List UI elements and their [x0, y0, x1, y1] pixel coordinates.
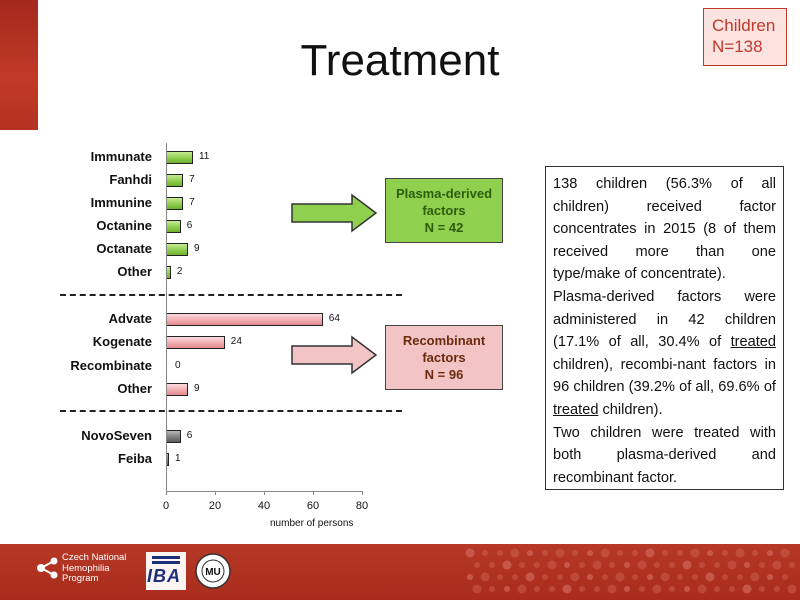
bar-value-label: 1 [175, 453, 181, 464]
category-label: Octanine [96, 218, 152, 233]
bar-value-label: 2 [176, 266, 183, 277]
x-tick [166, 491, 167, 495]
category-label: Immunine [90, 195, 152, 210]
y-axis-line [166, 143, 167, 491]
bar [166, 430, 181, 443]
bar [166, 174, 183, 187]
recomb-box-title: Recombinant [402, 333, 486, 348]
bar-value-label: 7 [189, 197, 195, 208]
x-tick [313, 491, 314, 495]
organization-name: Czech National Hemophilia Program [62, 552, 127, 584]
category-label: NovoSeven [81, 428, 152, 443]
category-label: Recombinate [70, 358, 152, 373]
bar [166, 243, 188, 256]
arrow-right-icon [290, 335, 380, 375]
bar-value-label: 6 [186, 430, 193, 441]
treated-underline: treated [553, 401, 599, 418]
category-label: Other [117, 381, 152, 396]
category-label: Kogenate [92, 334, 152, 349]
category-label: Advate [108, 311, 152, 326]
category-label: Other [117, 264, 152, 279]
category-label: Feiba [118, 451, 152, 466]
x-tick-label: 80 [355, 500, 369, 512]
bar [166, 197, 183, 210]
recombinant-box [385, 325, 503, 390]
bar [166, 151, 193, 164]
bar-value-label: 24 [230, 336, 242, 347]
plasma-box-title: Plasma-derived [395, 186, 493, 201]
group-separator [60, 294, 402, 296]
page-title: Treatment [300, 36, 500, 85]
svg-text:MU: MU [205, 567, 221, 578]
x-tick-label: 0 [162, 500, 170, 512]
x-tick [264, 491, 265, 495]
info-text-box [545, 166, 784, 490]
arrow-right-icon [290, 193, 380, 233]
group-separator [60, 410, 402, 412]
bar-value-label: 0 [175, 360, 181, 371]
bar-value-label: 64 [328, 313, 340, 324]
recomb-box-count: N = 96 [424, 367, 464, 382]
plasma-box-count: N = 42 [424, 220, 464, 235]
info-paragraph-3: Two children were treated with both plasma-derived and recombinant factor. [553, 424, 776, 486]
bar-value-label: 9 [194, 383, 200, 394]
category-label: Fanhdi [109, 172, 152, 187]
bar-value-label: 11 [198, 151, 210, 162]
children-n: N=138 [712, 37, 763, 56]
bar [166, 220, 181, 233]
category-label: Octanate [96, 241, 152, 256]
iba-logo-text: IBA [147, 566, 181, 586]
university-seal-icon [194, 552, 232, 590]
info-paragraph-1: 138 children (56.3% of all children) received factor concentrates in 2015 (8 of them received more than one type/make of concentrate). [553, 176, 776, 283]
plasma-derived-box [385, 178, 503, 243]
treated-underline: treated [730, 334, 776, 351]
bar [166, 313, 323, 326]
category-label: Immunate [90, 149, 152, 164]
network-logo-icon [36, 556, 60, 580]
bar-value-label: 9 [194, 243, 200, 254]
x-tick-label: 60 [306, 500, 320, 512]
recomb-box-subtitle: factors [422, 350, 466, 365]
plasma-box-subtitle: factors [422, 203, 466, 218]
bar [166, 383, 188, 396]
x-tick-label: 40 [257, 500, 271, 512]
bar-value-label: 6 [186, 220, 193, 231]
x-tick [215, 491, 216, 495]
decorative-network-icon [460, 545, 800, 600]
info-paragraph-2: Plasma-derived factors were administered in 42 children (17.1% of all, 30.4% of treated children), recombi-nant factors in 96 children (39.2% of all, 69.6% of treated children). [553, 288, 776, 418]
x-tick-label: 20 [208, 500, 222, 512]
bar-value-label: 7 [189, 174, 195, 185]
children-label: Children [712, 16, 776, 35]
x-axis-label: number of persons [270, 518, 354, 529]
x-tick [362, 491, 363, 495]
bar [166, 336, 225, 349]
children-count-box [703, 8, 787, 66]
